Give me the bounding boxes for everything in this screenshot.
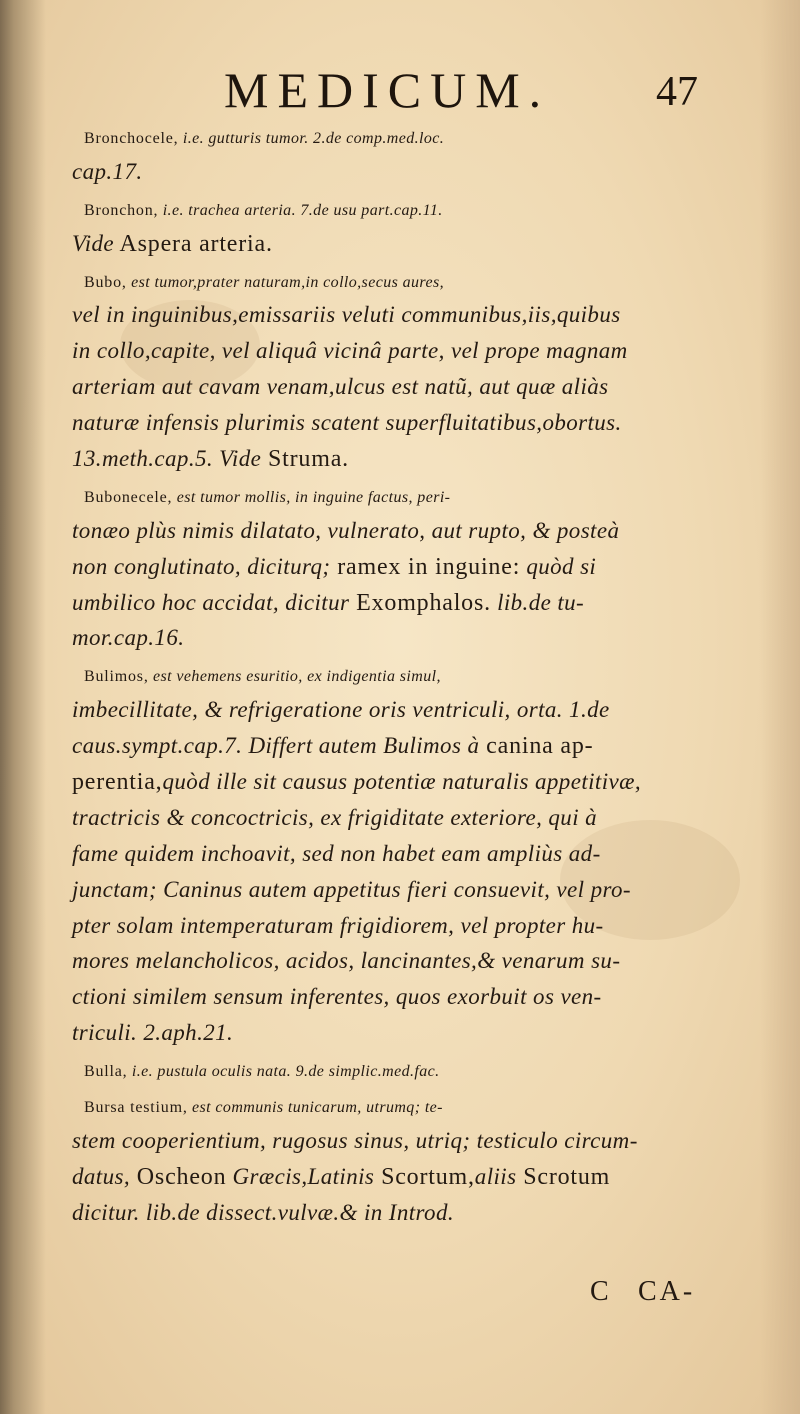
text-line — [72, 513, 742, 549]
italic-text: vel in inguinibus,emissariis veluti communibus,iis,quibus — [72, 302, 621, 328]
italic-text: i.e. trachea arteria. 7.de usu part.cap.11. — [158, 201, 443, 219]
italic-text: tractricis & concoctricis, ex frigiditate exteriore, qui à — [72, 804, 598, 830]
text-line — [72, 477, 742, 513]
italic-text: naturæ infensis plurimis scatent superfluitatibus,obortus. — [72, 410, 622, 436]
italic-text: est tumor,prater naturam,in collo,secus aures, — [126, 273, 444, 291]
italic-text: i.e. pustula oculis nata. 9.de simplic.med.fac. — [127, 1063, 440, 1081]
roman-text: Bronchon, — [84, 201, 159, 219]
text-line — [72, 908, 742, 944]
text-line — [72, 620, 742, 656]
italic-text: in collo,capite, vel aliquâ vicinâ parte, vel prope magnam — [72, 338, 628, 364]
roman-text: Bubonecele, — [84, 488, 173, 506]
italic-text: umbilico hoc accidat, dicitur — [72, 589, 350, 615]
italic-text: mores melancholicos, acidos, lancinantes,& venarum su- — [72, 948, 621, 974]
italic-text: mor.cap.16. — [72, 625, 185, 651]
roman-text: Struma. — [261, 446, 349, 473]
roman-text: Bronchocele, — [84, 130, 179, 147]
roman-text: Bulla, — [84, 1063, 128, 1081]
roman-text: Oscheon — [130, 1163, 227, 1190]
text-line — [72, 441, 742, 477]
text-line — [72, 369, 742, 405]
italic-text: est tumor mollis, in inguine factus, peri- — [172, 488, 451, 506]
italic-text: Vide — [72, 230, 115, 256]
page-header — [0, 60, 800, 120]
italic-text: arteriam aut cavam venam,ulcus est natũ, aut quæ aliàs — [72, 374, 609, 400]
italic-text: cap.17. — [72, 158, 143, 184]
text-line — [72, 1195, 742, 1231]
text-line — [72, 333, 742, 369]
italic-text: stem cooperientium, rugosus sinus, utriq; testiculo circum- — [72, 1127, 638, 1153]
roman-text: Scortum, — [374, 1163, 475, 1190]
signature-mark: C — [590, 1276, 609, 1307]
italic-text: triculi. 2.aph.21. — [72, 1020, 234, 1046]
roman-text: Bulimos, — [84, 668, 149, 686]
italic-text: junctam; Caninus autem appetitus fieri consuevit, vel pro- — [72, 876, 631, 902]
text-line — [72, 1051, 742, 1087]
text-line — [72, 262, 742, 298]
roman-text: ramex in inguine: — [330, 553, 521, 580]
roman-text: Exomphalos. — [349, 589, 491, 616]
text-line — [72, 764, 742, 800]
italic-text: est communis tunicarum, utrumq; te- — [187, 1099, 443, 1117]
text-line — [72, 1159, 742, 1195]
text-line — [72, 1015, 742, 1051]
italic-text: aliis — [474, 1163, 517, 1189]
text-line — [72, 728, 742, 764]
italic-text: dicitur. lib.de dissect.vulvæ.& in Introd. — [72, 1199, 454, 1225]
page-number: 47 — [656, 69, 698, 115]
italic-text: caus.sympt.cap.7. Differt autem Bulimos à — [72, 733, 480, 759]
running-title: MEDICUM. — [224, 62, 551, 118]
page-edge — [760, 0, 800, 1414]
text-line — [72, 979, 742, 1015]
italic-text: quòd si — [520, 553, 597, 579]
page-footer — [0, 1272, 800, 1312]
text-line — [72, 549, 742, 585]
roman-text: Scrotum — [516, 1163, 611, 1190]
italic-text: 13.meth.cap.5. Vide — [72, 446, 262, 472]
catchword: CA- — [638, 1276, 696, 1307]
text-line — [72, 1123, 742, 1159]
text-line — [72, 943, 742, 979]
text-line — [72, 1087, 742, 1123]
italic-text: i.e. gutturis tumor. 2.de comp.med.loc. — [178, 130, 445, 147]
text-line — [72, 585, 742, 621]
text-line — [72, 656, 742, 692]
italic-text: est vehemens esuritio, ex indigentia simul, — [148, 668, 441, 686]
italic-text: Græcis,Latinis — [226, 1163, 375, 1189]
italic-text: pter solam intemperaturam frigidiorem, vel propter hu- — [72, 912, 604, 938]
italic-text: fame quidem inchoavit, sed non habet eam ampliùs ad- — [72, 840, 601, 866]
roman-text: Bubo, — [84, 273, 127, 291]
text-line — [72, 405, 742, 441]
text-line — [72, 800, 742, 836]
text-line — [72, 836, 742, 872]
italic-text: quòd ille sit causus potentiæ naturalis appetitivæ, — [162, 769, 641, 795]
italic-text: datus, — [72, 1163, 130, 1189]
italic-text: ctioni similem sensum inferentes, quos exorbuit os ven- — [72, 984, 602, 1010]
text-line — [72, 297, 742, 333]
text-line — [72, 154, 742, 190]
italic-text: imbecillitate, & refrigeratione oris ventriculi, orta. 1.de — [72, 697, 610, 723]
italic-text: non conglutinato, diciturq; — [72, 553, 331, 579]
roman-text: perentia, — [72, 769, 163, 796]
text-line — [72, 118, 742, 154]
text-line — [72, 872, 742, 908]
roman-text: Aspera arteria. — [114, 230, 273, 257]
body-text — [72, 118, 742, 1231]
italic-text: lib.de tu- — [490, 589, 585, 615]
gutter-shadow — [0, 0, 46, 1414]
text-line — [72, 226, 742, 262]
italic-text: tonæo plùs nimis dilatato, vulnerato, aut rupto, & posteà — [72, 517, 620, 543]
text-line — [72, 692, 742, 728]
roman-text: Bursa testium, — [84, 1099, 188, 1117]
text-line — [72, 190, 742, 226]
roman-text: canina ap- — [479, 733, 594, 760]
